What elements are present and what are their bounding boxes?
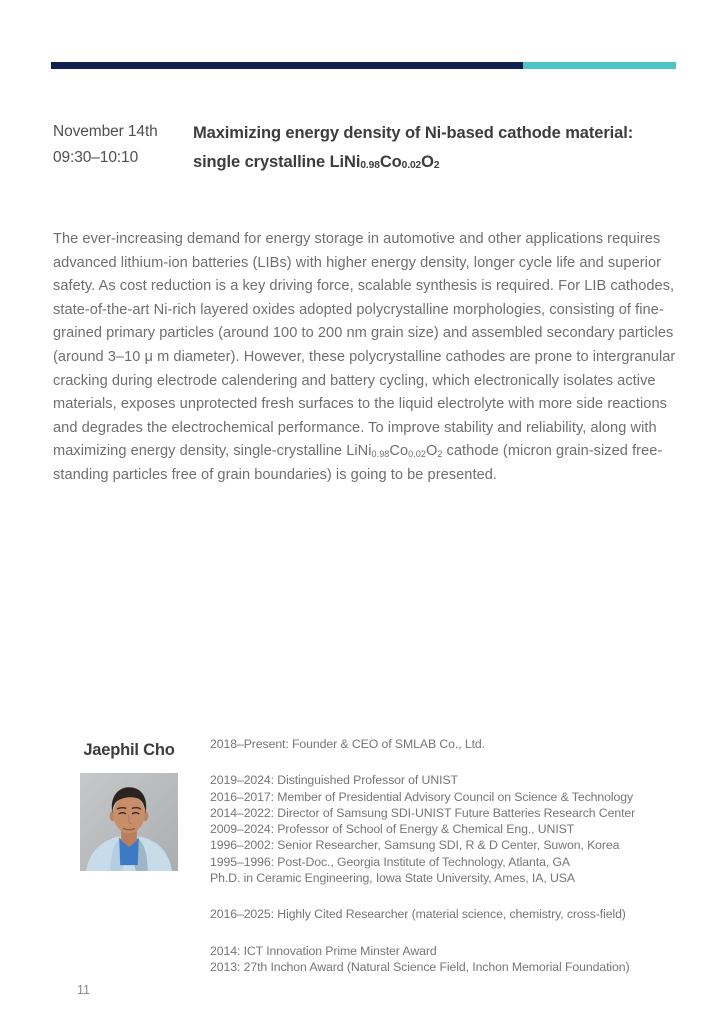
cv-line: 2018–Present: Founder & CEO of SMLAB Co., Ltd. [210, 737, 485, 751]
cv-line: 2019–2024: Distinguished Professor of UNIST [210, 773, 458, 788]
cv-group [210, 943, 710, 976]
cv-list [210, 736, 710, 995]
session-date: November 14th [53, 123, 158, 140]
cv-group [210, 772, 710, 886]
cv-line: 2014–2022: Director of Samsung SDI-UNIST Future Batteries Research Center [210, 805, 636, 820]
session-time: 09:30–10:10 [53, 149, 139, 166]
cv-line: Ph.D. in Ceramic Engineering, Iowa State University, Ames, IA, USA [210, 871, 575, 886]
title-line-1: Maximizing energy density of Ni-based cathode material: [193, 124, 634, 142]
header-divider-bar [51, 62, 676, 69]
header-bar-teal-segment [523, 62, 676, 69]
cv-line: 2016–2025: Highly Cited Researcher (material science, chemistry, cross-field) [210, 907, 626, 922]
cv-line: 1995–1996: Post-Doc., Georgia Institute of Technology, Atlanta, GA [210, 854, 571, 869]
speaker-name: Jaephil Cho [83, 741, 175, 759]
cv-line: 1996–2002: Senior Researcher, Samsung SDI, R & D Center, Suwon, Korea [210, 838, 620, 853]
cv-line: 2016–2017: Member of Presidential Advisory Council on Science & Technology [210, 789, 634, 804]
session-title [193, 119, 678, 176]
cv-group [210, 906, 710, 922]
title-line-2: single crystalline $LiNi_{0.98}Co_{0.02}O_2$ [193, 152, 440, 172]
session-schedule [53, 119, 193, 176]
session-header [53, 119, 678, 176]
cv-line: 2013: 27th Inchon Award (Natural Science Field, Inchon Memorial Foundation) [210, 959, 630, 974]
abstract-paragraph: The ever-increasing demand for energy storage in automotive and other applications requires advanced lithium-ion batteries (LIBs) with higher energy density, longer cycle life and superior safety. As cost reduction is a key driving force, scalable synthesis is required. For LIB cathodes, state-of-the-art Ni-rich layered oxides adopted polycrystalline morphologies, consisting of fine-grained primary particles (around 100 to 200 nm grain size) and assembled secondary particles (around 3–10 μ m diameter). However, these polycrystalline cathodes are prone to intergranular cracking during electrode calendering and battery cycling, which electronically isolates active materials, exposes unprotected fresh surfaces to the liquid electrolyte with more side reactions and degrades the electrochemical performance. To improve stability and reliability, along with maximizing energy density, single-crystalline $LiNi_{0.98}Co_{0.02}O_2$ cathode (micron grain-sized free-standing particles free of grain boundaries) is going to be presented. [53, 231, 676, 483]
page-number: 11 [77, 983, 90, 997]
cv-line: 2014: ICT Innovation Prime Minster Award [210, 943, 437, 958]
cv-line: 2009–2024: Professor of School of Energy & Chemical Eng., UNIST [210, 822, 575, 837]
header-bar-navy-segment [51, 62, 523, 69]
cv-group [210, 736, 710, 752]
speaker-photo [80, 773, 178, 871]
